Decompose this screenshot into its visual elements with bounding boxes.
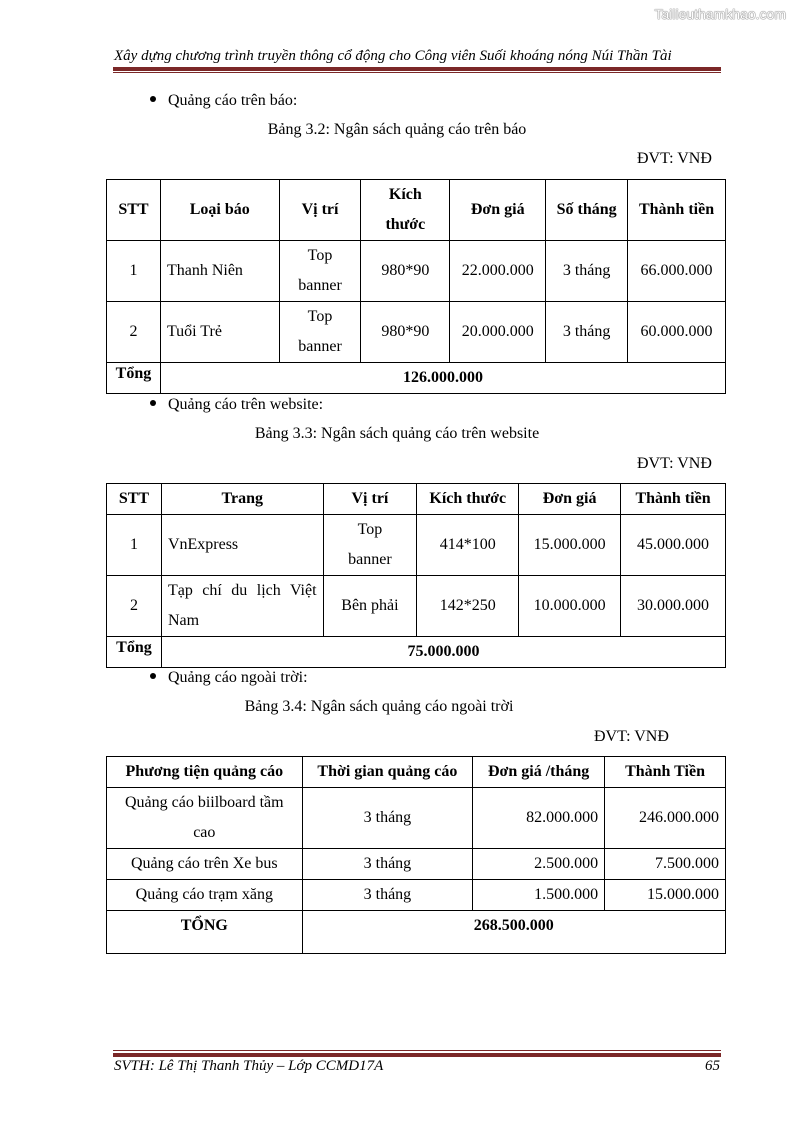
col-kich-thuoc: Kích thước [361, 180, 450, 241]
cell-trang: VnExpress [161, 515, 323, 576]
total-label: TỔNG [107, 911, 303, 954]
running-header: Xây dựng chương trình truyền thông cổ động cho Công viên Suối khoáng nóng Núi Thần Tài [114, 48, 672, 64]
table-header-row [107, 484, 726, 515]
cell-vi-tri: Top banner [323, 515, 417, 576]
watermark: Tailieuthamkhao.com [654, 6, 786, 22]
unit-label: ĐVT: VNĐ [594, 728, 669, 745]
table-website-budget [106, 483, 726, 668]
cell-stt: 1 [107, 515, 162, 576]
table-row [107, 576, 726, 637]
bullet-text: Quảng cáo ngoài trời: [168, 669, 308, 686]
cell-thanh-tien: 30.000.000 [621, 576, 726, 637]
col-thanh-tien: Thành Tiền [605, 757, 726, 788]
cell-thanh-tien: 45.000.000 [621, 515, 726, 576]
cell-vi-tri: Top banner [279, 302, 361, 363]
table-outdoor-budget [106, 756, 726, 954]
table-caption-3-2: Bảng 3.2: Ngân sách quảng cáo trên báo [267, 121, 527, 138]
table-header-row [107, 757, 726, 788]
cell-thoi-gian: 3 tháng [302, 788, 473, 849]
col-don-gia: Đơn giá [450, 180, 546, 241]
cell-don-gia: 2.500.000 [473, 849, 605, 880]
cell-vi-tri: Top banner [279, 241, 361, 302]
total-value: 268.500.000 [302, 911, 725, 954]
footer-author: SVTH: Lê Thị Thanh Thủy – Lớp CCMD17A [114, 1058, 384, 1074]
cell-so-thang: 3 tháng [546, 302, 628, 363]
cell-thanh-tien: 15.000.000 [605, 880, 726, 911]
col-vi-tri: Vị trí [323, 484, 417, 515]
col-vi-tri: Vị trí [279, 180, 361, 241]
table-row [107, 849, 726, 880]
cell-loai-bao: Thanh Niên [160, 241, 279, 302]
bullet-dot [150, 400, 156, 406]
table-caption-3-4: Bảng 3.4: Ngân sách quảng cáo ngoài trời [244, 698, 514, 715]
table-row [107, 788, 726, 849]
table-row [107, 515, 726, 576]
col-phuong-tien: Phương tiện quảng cáo [107, 757, 303, 788]
cell-don-gia: 82.000.000 [473, 788, 605, 849]
header-rule-thin [113, 72, 721, 73]
col-thanh-tien: Thành tiền [628, 180, 726, 241]
cell-don-gia: 1.500.000 [473, 880, 605, 911]
cell-so-thang: 3 tháng [546, 241, 628, 302]
table-total-row [107, 363, 726, 394]
footer-rule-thick [113, 1053, 721, 1057]
cell-thanh-tien: 7.500.000 [605, 849, 726, 880]
unit-label: ĐVT: VNĐ [637, 150, 712, 167]
cell-kich-thuoc: 980*90 [361, 302, 450, 363]
cell-stt: 2 [107, 302, 161, 363]
footer [114, 1058, 720, 1075]
cell-kich-thuoc: 142*250 [417, 576, 519, 637]
col-kich-thuoc: Kích thước [417, 484, 519, 515]
table-newspaper-budget [106, 179, 726, 394]
cell-kich-thuoc: 414*100 [417, 515, 519, 576]
cell-vi-tri: Bên phải [323, 576, 417, 637]
col-stt: STT [107, 484, 162, 515]
bullet-text: Quảng cáo trên website: [168, 396, 324, 413]
table-header-row [107, 180, 726, 241]
table-row [107, 880, 726, 911]
col-trang: Trang [161, 484, 323, 515]
cell-loai-bao: Tuổi Trẻ [160, 302, 279, 363]
cell-trang: Tạp chí du lịch Việt Nam [161, 576, 323, 637]
cell-don-gia: 10.000.000 [519, 576, 621, 637]
bullet-text: Quảng cáo trên báo: [168, 92, 298, 109]
cell-stt: 2 [107, 576, 162, 637]
cell-don-gia: 22.000.000 [450, 241, 546, 302]
table-total-row [107, 637, 726, 668]
cell-thanh-tien: 246.000.000 [605, 788, 726, 849]
cell-kich-thuoc: 980*90 [361, 241, 450, 302]
col-don-gia: Đơn giá [519, 484, 621, 515]
cell-phuong-tien: Quảng cáo trạm xăng [107, 880, 303, 911]
total-label: Tổng [107, 637, 162, 668]
table-total-row [107, 911, 726, 954]
cell-thoi-gian: 3 tháng [302, 880, 473, 911]
page-number: 65 [705, 1058, 720, 1074]
col-don-gia: Đơn giá /tháng [473, 757, 605, 788]
table-row [107, 302, 726, 363]
bullet-newspaper [150, 92, 297, 110]
col-so-thang: Số tháng [546, 180, 628, 241]
header-rule-thick [113, 67, 721, 71]
bullet-dot [150, 673, 156, 679]
bullet-dot [150, 96, 156, 102]
cell-thoi-gian: 3 tháng [302, 849, 473, 880]
cell-don-gia: 20.000.000 [450, 302, 546, 363]
col-stt: STT [107, 180, 161, 241]
cell-don-gia: 15.000.000 [519, 515, 621, 576]
col-thoi-gian: Thời gian quảng cáo [302, 757, 473, 788]
total-label: Tổng [107, 363, 161, 394]
total-value: 75.000.000 [161, 637, 725, 668]
table-row [107, 241, 726, 302]
col-thanh-tien: Thành tiền [621, 484, 726, 515]
col-loai-bao: Loại báo [160, 180, 279, 241]
footer-rule-thin [113, 1050, 721, 1051]
cell-thanh-tien: 66.000.000 [628, 241, 726, 302]
table-caption-3-3: Bảng 3.3: Ngân sách quảng cáo trên website [254, 425, 540, 442]
bullet-outdoor [150, 669, 308, 687]
cell-stt: 1 [107, 241, 161, 302]
cell-phuong-tien: Quảng cáo trên Xe bus [107, 849, 303, 880]
unit-label: ĐVT: VNĐ [637, 455, 712, 472]
cell-phuong-tien: Quảng cáo biilboard tầm cao [107, 788, 303, 849]
total-value: 126.000.000 [160, 363, 725, 394]
cell-thanh-tien: 60.000.000 [628, 302, 726, 363]
bullet-website [150, 396, 323, 414]
